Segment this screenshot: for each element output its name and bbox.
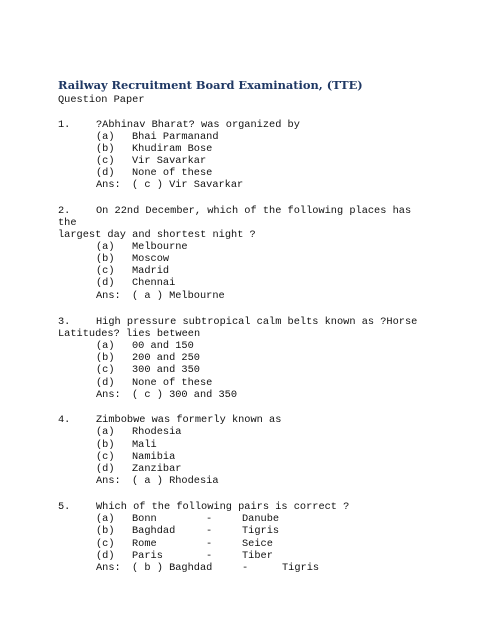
option-text: Mali [132, 439, 157, 451]
option-label: (b) [96, 143, 115, 155]
option-text: 200 and 250 [132, 352, 200, 364]
document-title: Railway Recruitment Board Examination, (TTE) [58, 78, 363, 92]
answer-label: Ans: [96, 179, 121, 191]
option-text: Zanzibar [132, 463, 182, 475]
option-text: 00 and 150 [132, 340, 194, 352]
answer-label: Ans: [96, 290, 121, 302]
option-label: (a) [96, 241, 115, 253]
option-text: 300 and 350 [132, 364, 200, 376]
answer-text: ( c ) 300 and 350 [132, 389, 238, 401]
option-label: (b) [96, 525, 115, 537]
option-label: (a) [96, 513, 115, 525]
document-subtitle: Question Paper [58, 94, 145, 106]
option-right: Danube [242, 513, 280, 525]
option-right: Tigris [242, 525, 280, 537]
question-text: On 22nd December, which of the following places has [96, 205, 412, 217]
option-text: Chennai [132, 277, 176, 289]
option-dash: - [206, 513, 213, 525]
option-label: (b) [96, 352, 115, 364]
question-text: High pressure subtropical calm belts known as ?Horse [96, 316, 418, 328]
answer-right: Tigris [282, 562, 320, 574]
option-label: (d) [96, 277, 115, 289]
option-text: Rhodesia [132, 426, 182, 438]
answer-text: ( b ) Baghdad [132, 562, 213, 574]
option-text: Namibia [132, 451, 176, 463]
option-label: (a) [96, 131, 115, 143]
option-right: Seice [242, 538, 273, 550]
option-label: (c) [96, 364, 115, 376]
option-label: (c) [96, 451, 115, 463]
answer-label: Ans: [96, 475, 121, 487]
option-left: Paris [132, 550, 163, 562]
question-text-continued: largest day and shortest night ? [58, 229, 256, 241]
option-left: Bonn [132, 513, 157, 525]
question-number: 2. [58, 205, 71, 217]
question-text-continued: Latitudes? lies between [58, 328, 201, 340]
option-label: (c) [96, 265, 115, 277]
option-dash: - [206, 538, 213, 550]
option-label: (c) [96, 538, 115, 550]
answer-dash: - [242, 562, 249, 574]
answer-label: Ans: [96, 562, 121, 574]
question-text-continued: the [58, 217, 77, 229]
option-left: Rome [132, 538, 157, 550]
option-left: Baghdad [132, 525, 176, 537]
option-dash: - [206, 550, 213, 562]
option-text: Melbourne [132, 241, 188, 253]
question-number: 4. [58, 414, 71, 426]
option-text: Vir Savarkar [132, 155, 207, 167]
option-label: (d) [96, 463, 115, 475]
option-text: Khudiram Bose [132, 143, 213, 155]
option-text: None of these [132, 377, 213, 389]
option-label: (d) [96, 167, 115, 179]
option-text: None of these [132, 167, 213, 179]
answer-label: Ans: [96, 389, 121, 401]
question-text: ?Abhinav Bharat? was organized by [96, 119, 300, 131]
option-text: Bhai Parmanand [132, 131, 219, 143]
answer-text: ( c ) Vir Savarkar [132, 179, 244, 191]
option-label: (a) [96, 426, 115, 438]
option-text: Madrid [132, 265, 170, 277]
option-label: (b) [96, 439, 115, 451]
question-text: Which of the following pairs is correct ? [96, 501, 350, 513]
option-right: Tiber [242, 550, 273, 562]
option-label: (d) [96, 377, 115, 389]
option-label: (a) [96, 340, 115, 352]
answer-text: ( a ) Melbourne [132, 290, 225, 302]
question-number: 1. [58, 119, 71, 131]
option-label: (b) [96, 253, 115, 265]
question-number: 5. [58, 501, 71, 513]
question-number: 3. [58, 316, 71, 328]
answer-text: ( a ) Rhodesia [132, 475, 219, 487]
option-label: (c) [96, 155, 115, 167]
question-text: Zimbobwe was formerly known as [96, 414, 282, 426]
option-label: (d) [96, 550, 115, 562]
option-dash: - [206, 525, 213, 537]
option-text: Moscow [132, 253, 170, 265]
